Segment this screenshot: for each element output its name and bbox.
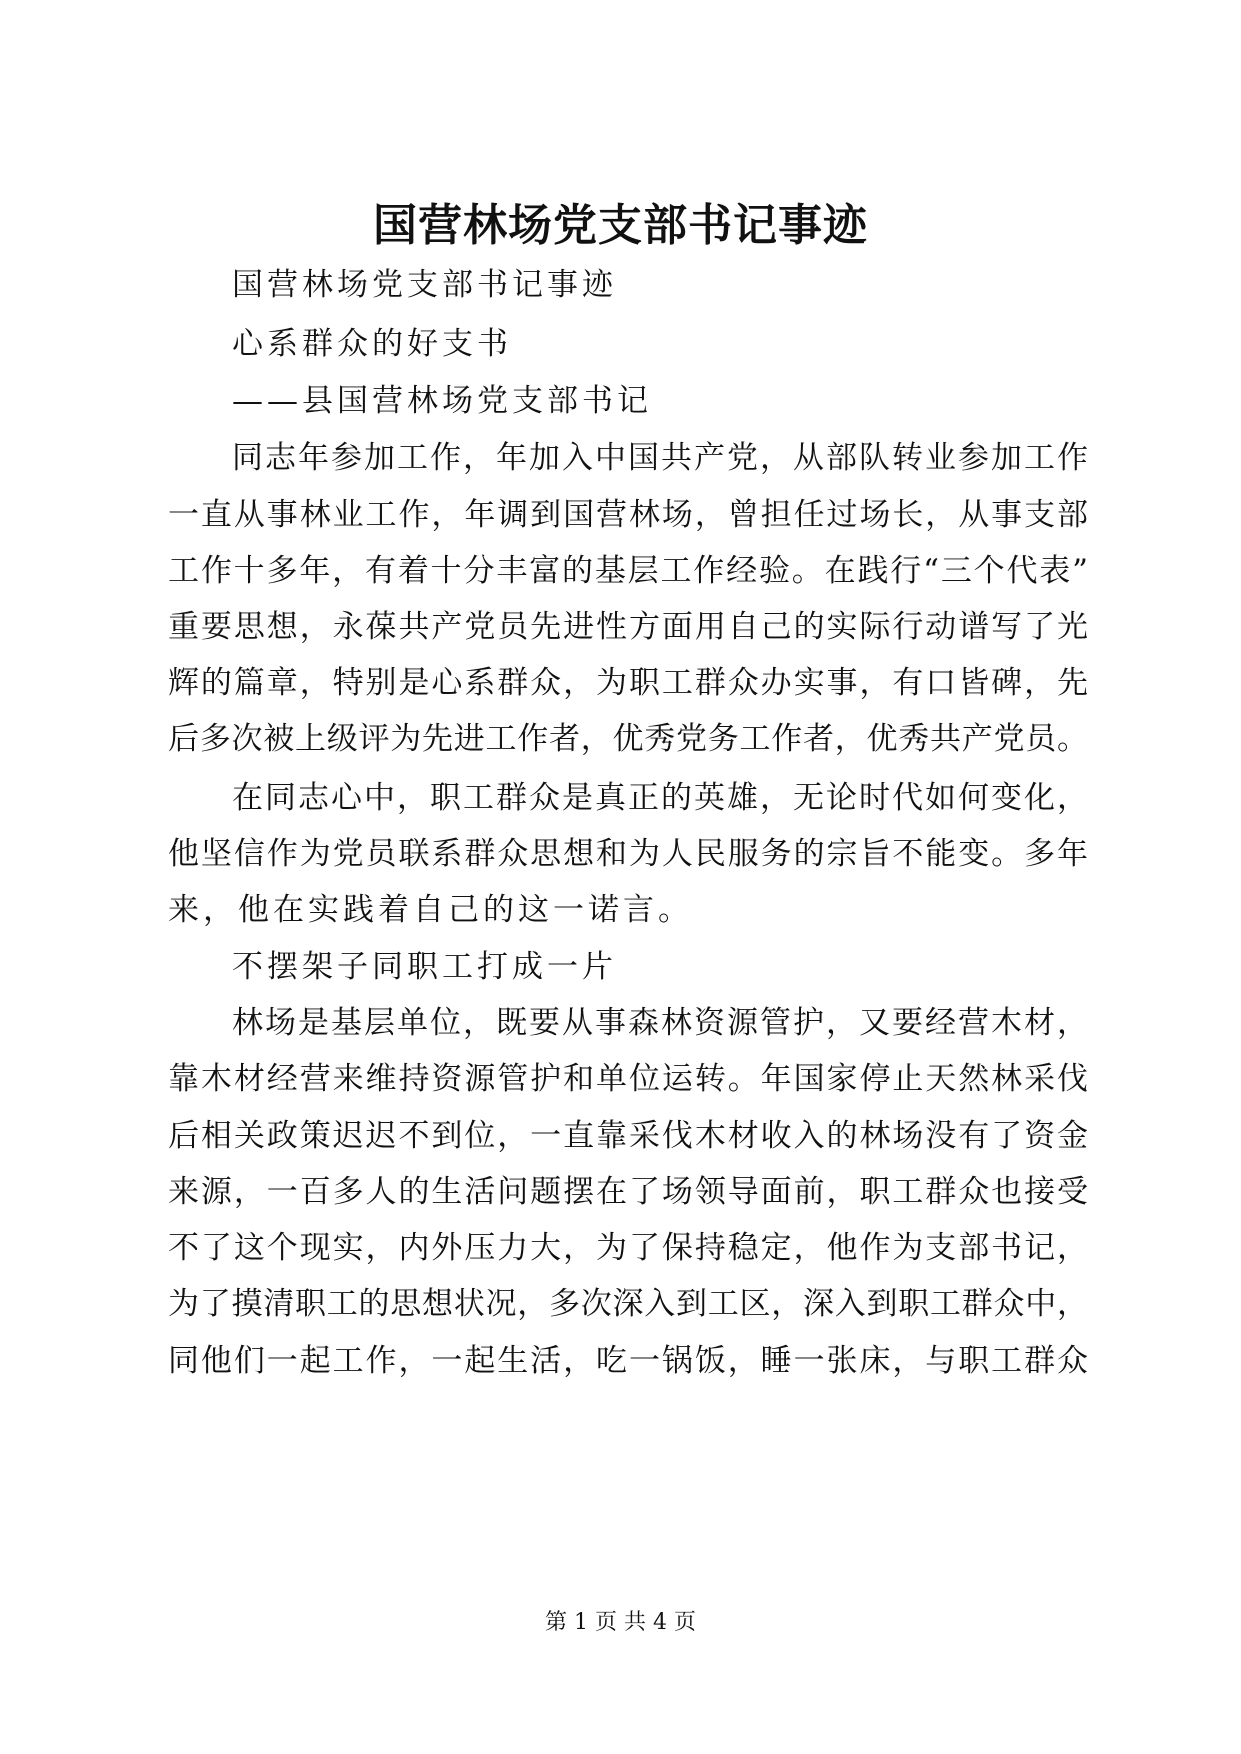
text-line: ——县国营林场党支部书记 xyxy=(232,383,652,419)
text-line: 他坚信作为党员联系群众思想和为人民服务的宗旨不能变。多年 xyxy=(168,836,1088,872)
text-line: 心系群众的好支书 xyxy=(232,326,512,362)
text-line: 为了摸清职工的思想状况，多次深入到工区，深入到职工群众中， xyxy=(168,1286,1088,1322)
text-line: 辉的篇章，特别是心系群众，为职工群众办实事，有口皆碑，先 xyxy=(168,665,1088,701)
text-line: 国营林场党支部书记事迹 xyxy=(232,267,617,303)
page-footer: 第 1 页 共 4 页 xyxy=(545,1610,696,1635)
text-line: 同志年参加工作，年加入中国共产党，从部队转业参加工作 xyxy=(232,440,1088,476)
text-line: 在同志心中，职工群众是真正的英雄，无论时代如何变化， xyxy=(232,780,1088,816)
text-line: 不了这个现实，内外压力大，为了保持稳定，他作为支部书记， xyxy=(168,1230,1088,1266)
text-line: 一直从事林业工作，年调到国营林场，曾担任过场长，从事支部 xyxy=(168,497,1088,533)
text-line: 后相关政策迟迟不到位，一直靠采伐木材收入的林场没有了资金 xyxy=(168,1118,1088,1154)
text-line: 靠木材经营来维持资源管护和单位运转。年国家停止天然林采伐 xyxy=(168,1061,1088,1097)
text-line: 不摆架子同职工打成一片 xyxy=(232,949,617,985)
text-line: 重要思想，永葆共产党员先进性方面用自己的实际行动谱写了光 xyxy=(168,609,1088,645)
text-line: 来，他在实践着自己的这一诺言。 xyxy=(168,892,693,928)
text-line: 同他们一起工作，一起生活，吃一锅饭，睡一张床，与职工群众 xyxy=(168,1343,1088,1379)
text-line: 后多次被上级评为先进工作者，优秀党务工作者，优秀共产党员。 xyxy=(168,721,1088,757)
text-line: 工作十多年，有着十分丰富的基层工作经验。在践行“三个代表” xyxy=(168,553,1088,589)
text-line: 林场是基层单位，既要从事森林资源管护，又要经营木材， xyxy=(232,1005,1088,1041)
document-title: 国营林场党支部书记事迹 xyxy=(373,200,868,251)
text-line: 来源，一百多人的生活问题摆在了场领导面前，职工群众也接受 xyxy=(168,1174,1088,1210)
